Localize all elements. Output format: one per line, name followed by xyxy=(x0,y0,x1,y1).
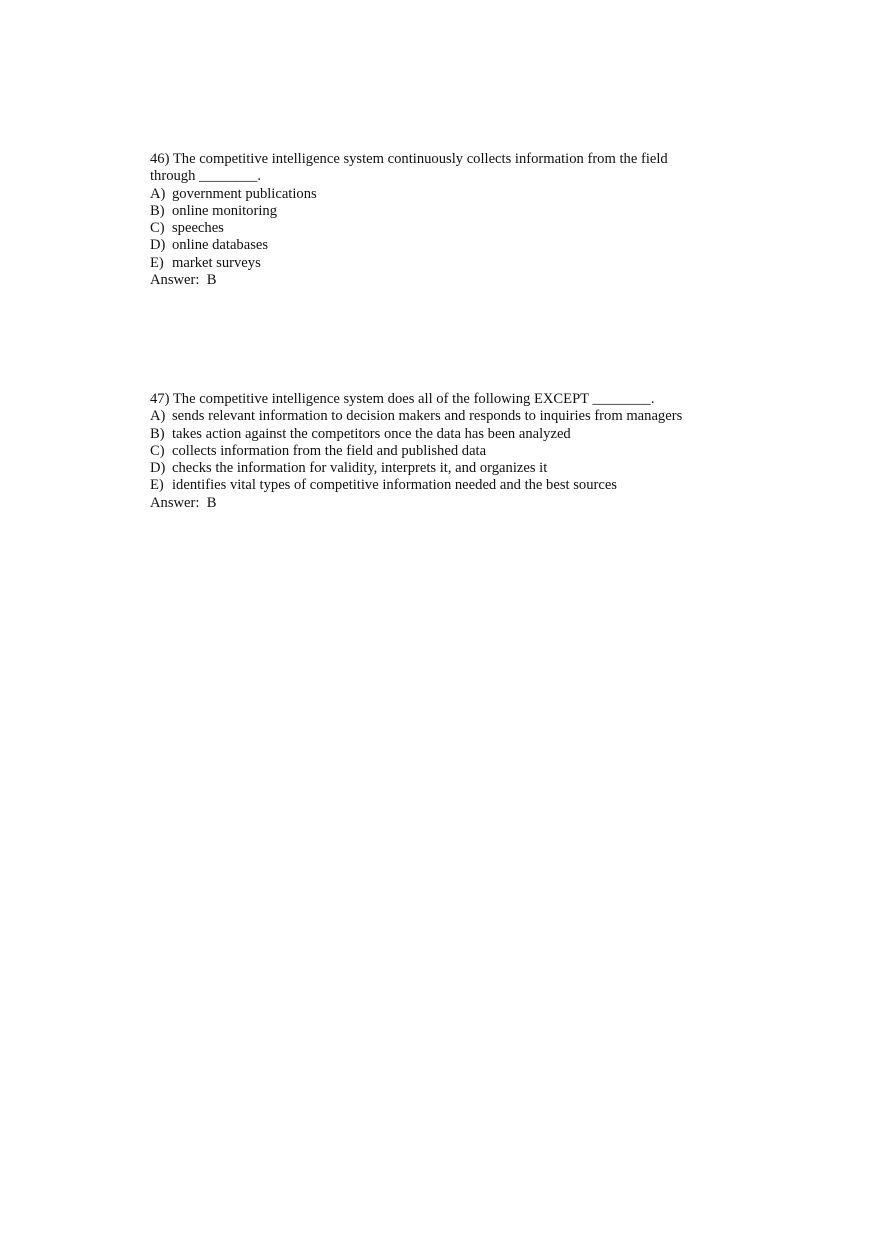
option-a xyxy=(150,408,750,425)
question-stem xyxy=(150,391,750,408)
option-c xyxy=(150,443,750,460)
option-letter: B) xyxy=(150,202,165,219)
question-47 xyxy=(150,391,750,512)
answer-label: Answer: xyxy=(150,494,200,511)
option-d xyxy=(150,237,750,254)
option-list xyxy=(150,408,750,494)
question-stem-line1: The competitive intelligence system continuously collects information from the field xyxy=(172,151,668,167)
option-letter: C) xyxy=(150,442,165,459)
option-e xyxy=(150,255,750,272)
option-text: takes action against the competitors once the data has been analyzed xyxy=(172,425,571,442)
option-text: checks the information for validity, interprets it, and organizes it xyxy=(172,460,548,477)
option-letter: D) xyxy=(150,237,166,254)
option-e xyxy=(150,477,750,494)
option-text: market surveys xyxy=(172,254,261,271)
question-number: 47) xyxy=(150,391,170,407)
option-b xyxy=(150,426,750,443)
option-letter: E) xyxy=(150,477,164,494)
option-a xyxy=(150,186,750,203)
option-b xyxy=(150,203,750,220)
question-stem-line2: through ________. xyxy=(150,168,262,185)
option-c xyxy=(150,220,750,237)
answer-line xyxy=(150,495,750,512)
option-letter: C) xyxy=(150,220,165,237)
question-stem-line1: The competitive intelligence system does all of the following EXCEPT ________. xyxy=(172,391,655,407)
option-text: speeches xyxy=(172,220,224,237)
option-text: identifies vital types of competitive information needed and the best sources xyxy=(172,477,617,494)
option-list xyxy=(150,186,750,272)
option-text: online monitoring xyxy=(172,202,277,219)
answer-label: Answer: xyxy=(150,272,200,289)
option-text: online databases xyxy=(172,237,269,254)
option-text: government publications xyxy=(172,185,317,202)
option-text: collects information from the field and published data xyxy=(172,442,487,459)
option-letter: A) xyxy=(150,408,166,425)
answer-value: B xyxy=(206,272,217,289)
question-number: 46) xyxy=(150,151,170,167)
question-46 xyxy=(150,151,750,289)
question-stem xyxy=(150,151,750,186)
option-letter: D) xyxy=(150,460,166,477)
option-d xyxy=(150,460,750,477)
option-letter: B) xyxy=(150,425,165,442)
option-letter: E) xyxy=(150,254,164,271)
option-letter: A) xyxy=(150,185,166,202)
answer-value: B xyxy=(206,494,217,511)
answer-line xyxy=(150,272,750,289)
option-text: sends relevant information to decision makers and responds to inquiries from managers xyxy=(172,408,683,425)
